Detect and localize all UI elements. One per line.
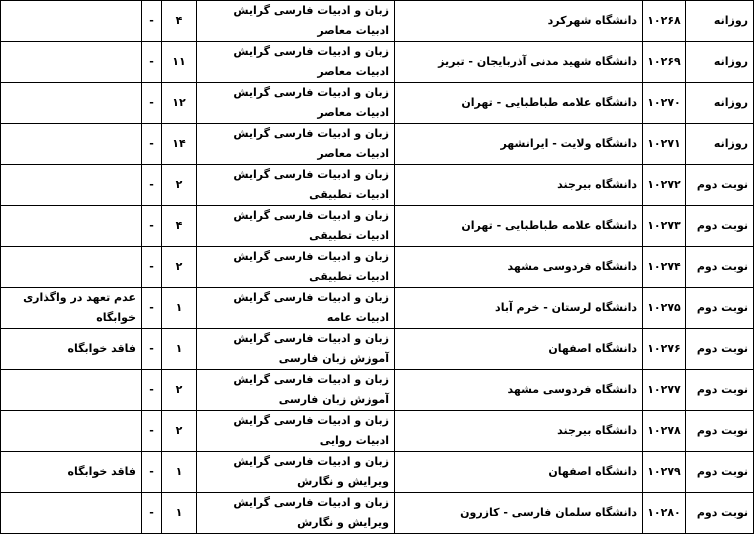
field-cell: زبان و ادبیات فارسی گرایش آموزش زبان فارسی xyxy=(197,370,395,411)
dash-cell: - xyxy=(142,206,162,247)
field-cell: زبان و ادبیات فارسی گرایش ادبیات تطبیقی xyxy=(197,165,395,206)
table-row xyxy=(1,329,754,370)
field-cell: زبان و ادبیات فارسی گرایش ادبیات معاصر xyxy=(197,124,395,165)
dash-cell: - xyxy=(142,452,162,493)
note-cell xyxy=(1,411,142,452)
capacity-cell: ۱ xyxy=(162,329,197,370)
dash-cell: - xyxy=(142,288,162,329)
code-cell: ۱۰۲۷۵ xyxy=(643,288,686,329)
university-cell: دانشگاه بیرجند xyxy=(395,411,643,452)
university-cell: دانشگاه فردوسی مشهد xyxy=(395,370,643,411)
university-cell: دانشگاه فردوسی مشهد xyxy=(395,247,643,288)
shift-cell: نوبت دوم xyxy=(686,165,754,206)
dash-cell: - xyxy=(142,247,162,288)
field-cell: زبان و ادبیات فارسی گرایش ادبیات معاصر xyxy=(197,1,395,42)
dash-cell: - xyxy=(142,83,162,124)
shift-cell: نوبت دوم xyxy=(686,370,754,411)
field-cell: زبان و ادبیات فارسی گرایش ادبیات معاصر xyxy=(197,42,395,83)
table-row xyxy=(1,411,754,452)
code-cell: ۱۰۲۷۸ xyxy=(643,411,686,452)
dash-cell: - xyxy=(142,124,162,165)
university-cell: دانشگاه ولایت - ایرانشهر xyxy=(395,124,643,165)
capacity-cell: ۱ xyxy=(162,288,197,329)
dash-cell: - xyxy=(142,493,162,534)
dash-cell: - xyxy=(142,370,162,411)
field-cell: زبان و ادبیات فارسی گرایش ادبیات معاصر xyxy=(197,83,395,124)
table-row xyxy=(1,370,754,411)
table-row xyxy=(1,165,754,206)
code-cell: ۱۰۲۷۲ xyxy=(643,165,686,206)
table-row xyxy=(1,124,754,165)
note-cell: فاقد خوابگاه xyxy=(1,329,142,370)
code-cell: ۱۰۲۸۰ xyxy=(643,493,686,534)
field-cell: زبان و ادبیات فارسی گرایش ادبیات تطبیقی xyxy=(197,247,395,288)
table-row xyxy=(1,1,754,42)
code-cell: ۱۰۲۷۳ xyxy=(643,206,686,247)
shift-cell: نوبت دوم xyxy=(686,288,754,329)
capacity-cell: ۲ xyxy=(162,370,197,411)
table-row xyxy=(1,206,754,247)
note-cell xyxy=(1,247,142,288)
field-cell: زبان و ادبیات فارسی گرایش ویرایش و نگارش xyxy=(197,452,395,493)
code-cell: ۱۰۲۷۹ xyxy=(643,452,686,493)
capacity-cell: ۴ xyxy=(162,206,197,247)
shift-cell: روزانه xyxy=(686,42,754,83)
code-cell: ۱۰۲۷۰ xyxy=(643,83,686,124)
shift-cell: نوبت دوم xyxy=(686,329,754,370)
university-cell: دانشگاه سلمان فارسی - کازرون xyxy=(395,493,643,534)
field-cell: زبان و ادبیات فارسی گرایش ادبیات روایی xyxy=(197,411,395,452)
university-cell: دانشگاه علامه طباطبایی - تهران xyxy=(395,83,643,124)
university-cell: دانشگاه شهرکرد xyxy=(395,1,643,42)
capacity-cell: ۲ xyxy=(162,247,197,288)
shift-cell: نوبت دوم xyxy=(686,493,754,534)
capacity-cell: ۲ xyxy=(162,165,197,206)
dash-cell: - xyxy=(142,165,162,206)
university-cell: دانشگاه شهید مدنی آذربایجان - تبریز xyxy=(395,42,643,83)
university-cell: دانشگاه لرستان - خرم آباد xyxy=(395,288,643,329)
university-cell: دانشگاه علامه طباطبایی - تهران xyxy=(395,206,643,247)
table-row xyxy=(1,288,754,329)
shift-cell: نوبت دوم xyxy=(686,247,754,288)
shift-cell: نوبت دوم xyxy=(686,452,754,493)
note-cell xyxy=(1,42,142,83)
shift-cell: نوبت دوم xyxy=(686,411,754,452)
capacity-cell: ۱ xyxy=(162,493,197,534)
field-cell: زبان و ادبیات فارسی گرایش ویرایش و نگارش xyxy=(197,493,395,534)
capacity-cell: ۱۲ xyxy=(162,83,197,124)
shift-cell: روزانه xyxy=(686,124,754,165)
note-cell xyxy=(1,206,142,247)
dash-cell: - xyxy=(142,1,162,42)
note-cell: عدم تعهد در واگذاری خوابگاه xyxy=(1,288,142,329)
code-cell: ۱۰۲۷۶ xyxy=(643,329,686,370)
code-cell: ۱۰۲۶۸ xyxy=(643,1,686,42)
table-row xyxy=(1,83,754,124)
shift-cell: روزانه xyxy=(686,83,754,124)
code-cell: ۱۰۲۷۷ xyxy=(643,370,686,411)
note-cell xyxy=(1,370,142,411)
capacity-cell: ۱۴ xyxy=(162,124,197,165)
table-row xyxy=(1,493,754,534)
capacity-cell: ۲ xyxy=(162,411,197,452)
field-cell: زبان و ادبیات فارسی گرایش ادبیات عامه xyxy=(197,288,395,329)
note-cell xyxy=(1,124,142,165)
note-cell xyxy=(1,165,142,206)
dash-cell: - xyxy=(142,411,162,452)
note-cell xyxy=(1,493,142,534)
note-cell: فاقد خوابگاه xyxy=(1,452,142,493)
capacity-cell: ۱ xyxy=(162,452,197,493)
capacity-cell: ۱۱ xyxy=(162,42,197,83)
dash-cell: - xyxy=(142,42,162,83)
university-cell: دانشگاه بیرجند xyxy=(395,165,643,206)
university-cell: دانشگاه اصفهان xyxy=(395,329,643,370)
field-cell: زبان و ادبیات فارسی گرایش ادبیات تطبیقی xyxy=(197,206,395,247)
capacity-cell: ۴ xyxy=(162,1,197,42)
note-cell xyxy=(1,1,142,42)
table-row xyxy=(1,247,754,288)
university-cell: دانشگاه اصفهان xyxy=(395,452,643,493)
table-row xyxy=(1,42,754,83)
code-cell: ۱۰۲۷۱ xyxy=(643,124,686,165)
code-cell: ۱۰۲۷۴ xyxy=(643,247,686,288)
table-row xyxy=(1,452,754,493)
shift-cell: نوبت دوم xyxy=(686,206,754,247)
note-cell xyxy=(1,83,142,124)
field-cell: زبان و ادبیات فارسی گرایش آموزش زبان فارسی xyxy=(197,329,395,370)
shift-cell: روزانه xyxy=(686,1,754,42)
dash-cell: - xyxy=(142,329,162,370)
code-cell: ۱۰۲۶۹ xyxy=(643,42,686,83)
